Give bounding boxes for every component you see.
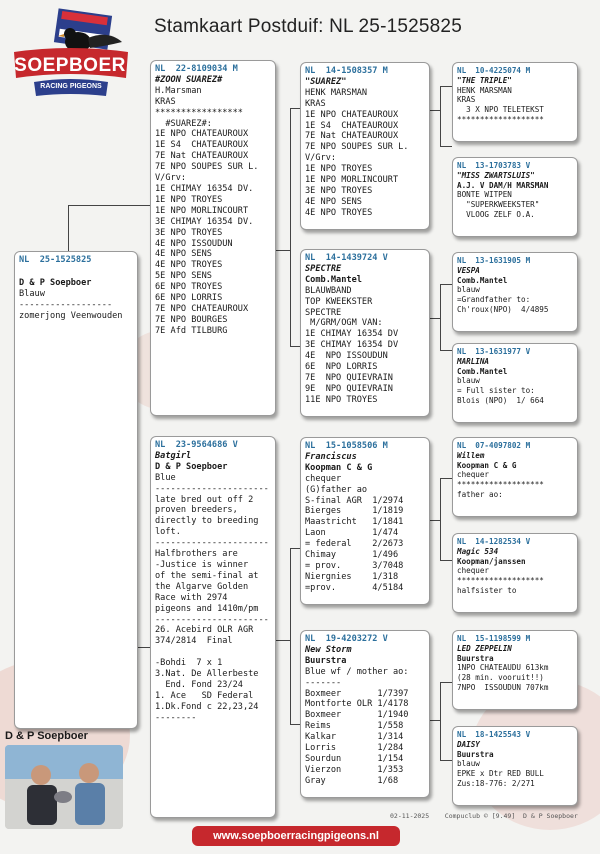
card-line: M/GRM/OGM VAN: xyxy=(305,318,383,329)
connector xyxy=(440,478,441,560)
card-line: 6E NPO TROYES xyxy=(155,282,223,293)
ggp-card[interactable] xyxy=(452,437,578,517)
pigeon-name: DAISY xyxy=(457,739,480,749)
mother-card[interactable] xyxy=(150,436,276,818)
card-line: 3.Nat. De Allerbeste xyxy=(155,669,259,680)
pigeon-name: Magic 534 xyxy=(457,546,499,556)
connector xyxy=(440,350,452,351)
card-line: -Bohdi 7 x 1 xyxy=(155,658,223,669)
card-line: chequer xyxy=(305,473,342,484)
card-line: Montforte OLR 1/4178 xyxy=(305,699,409,710)
card-line: 1E NPO MORLINCOURT xyxy=(305,175,399,186)
card-line: 1. Ace SD Federal xyxy=(155,690,254,701)
card-lines xyxy=(457,759,573,788)
card-line: (28 min. vooruit!!) xyxy=(457,673,544,683)
pigeon-name: Willem xyxy=(457,450,485,460)
card-line: blauw xyxy=(457,759,480,769)
card-line: 1E NPO CHATEAUROUX xyxy=(305,109,399,120)
grandmother-paternal-card[interactable] xyxy=(300,249,430,417)
connector xyxy=(440,284,452,285)
brand-logo xyxy=(4,6,136,106)
card-line: blauw xyxy=(457,285,480,295)
card-line: 4E NPO SENS xyxy=(305,196,362,207)
card-line: Boxmeer 1/1940 xyxy=(305,710,409,721)
pigeon-name: VESPA xyxy=(457,265,480,275)
pigeon-name: "THE TRIPLE" xyxy=(457,75,512,85)
card-line: 4E NPO SENS xyxy=(155,249,212,260)
card-line: "SUPERKWEEKSTER" xyxy=(457,200,540,210)
card-line: ******************* xyxy=(457,480,544,490)
card-line: (G)father ao xyxy=(305,484,368,495)
card-line: ---------------------- xyxy=(155,614,269,625)
logo-text: SOEPBOER xyxy=(14,55,126,76)
card-lines xyxy=(457,376,573,405)
card-line: of the semi-final at xyxy=(155,570,259,581)
card-line: Reims 1/558 xyxy=(305,721,404,732)
card-line: proven breeders, xyxy=(155,505,238,516)
breeder: Buurstra xyxy=(305,655,347,666)
breeder: A.J. V DAM/H MARSMAN xyxy=(457,180,549,190)
card-line: 3 X NPO TELETEKST xyxy=(457,105,544,115)
ring-number: NL 13-1631977 V xyxy=(457,347,531,356)
connector xyxy=(440,86,452,87)
ring-number: NL 19-4203272 V xyxy=(305,634,388,644)
card-line: Boxmeer 1/7397 xyxy=(305,688,409,699)
card-line: ******************* xyxy=(457,576,544,586)
card-line: the Algarve Golden xyxy=(155,581,249,592)
owner-photo xyxy=(5,745,123,829)
pigeon-name: Franciscus xyxy=(305,451,357,462)
ggp-card[interactable] xyxy=(452,157,578,237)
ring-number: NL 25-1525825 xyxy=(19,255,92,265)
breeder: Koopman C & G xyxy=(457,460,517,470)
ggp-card[interactable] xyxy=(452,630,578,710)
card-line: = prov. 3/7048 xyxy=(305,560,404,571)
pigeon-name: "MISS ZWARTSLUIS" xyxy=(457,170,535,180)
ggp-card[interactable] xyxy=(452,252,578,332)
card-line: 1E CHIMAY 16354 DV. xyxy=(155,183,254,194)
card-line: 1.Dk.Fond c 22,23,24 xyxy=(155,701,259,712)
connector xyxy=(440,760,452,761)
card-line: Lorris 1/284 xyxy=(305,743,404,754)
card-line: Gray 1/68 xyxy=(305,775,399,786)
connector xyxy=(290,346,300,347)
card-line: chequer xyxy=(457,566,490,576)
card-line: =prov. 4/5184 xyxy=(305,582,404,593)
card-line: ---------------------- xyxy=(155,483,269,494)
card-lines xyxy=(457,566,573,595)
card-line: 11E NPO TROYES xyxy=(305,394,378,405)
card-line: BONTE WITPEN xyxy=(457,190,512,200)
card-line: loft. xyxy=(155,527,181,538)
footer-text: 02-11-2025 Compuclub © [9.49] D & P Soepboer xyxy=(390,812,578,820)
ggp-card[interactable] xyxy=(452,343,578,423)
ggp-card[interactable] xyxy=(452,533,578,613)
pigeon-name: "SUAREZ" xyxy=(305,76,347,87)
card-line: zomerjong Veenwouden xyxy=(19,310,123,321)
card-lines xyxy=(155,473,271,724)
card-line: 7E Nat CHATEAUROUX xyxy=(155,151,249,162)
card-line: 4E NPO TROYES xyxy=(155,260,223,271)
card-line: 3E NPO TROYES xyxy=(305,185,373,196)
card-line: ------------------ xyxy=(19,299,113,310)
card-line: S-final AGR 1/2974 xyxy=(305,495,404,506)
card-line: Blauw xyxy=(19,288,45,299)
pigeon-name: Batgirl xyxy=(155,450,192,461)
page-title: Stamkaart Postduif: NL 25-1525825 xyxy=(154,16,462,37)
card-line: ---------------------- xyxy=(155,538,269,549)
card-line: 7E Afd TILBURG xyxy=(155,325,228,336)
card-line: 4E NPO ISSOUDUN xyxy=(305,351,388,362)
logo-subtext: RACING PIGEONS xyxy=(40,83,102,90)
connector xyxy=(430,720,440,721)
card-line: H.Marsman xyxy=(155,85,202,96)
card-line: 1E NPO TROYES xyxy=(155,194,223,205)
ring-number: NL 14-1508357 M xyxy=(305,66,388,76)
card-line: 6E NPO LORRIS xyxy=(155,293,223,304)
card-line: EPKE x Dtr RED BULL xyxy=(457,769,544,779)
card-line: Halfbrothers are xyxy=(155,549,238,560)
grandfather-maternal-card[interactable] xyxy=(300,437,430,605)
card-lines xyxy=(305,667,425,787)
card-line: 1E CHIMAY 16354 DV xyxy=(305,329,399,340)
connector xyxy=(430,520,440,521)
ggp-card[interactable] xyxy=(452,726,578,806)
connector xyxy=(290,548,300,549)
connector xyxy=(290,108,291,346)
people-icon xyxy=(5,745,123,829)
card-line: 1E S4 CHATEAUROUX xyxy=(305,120,399,131)
card-line: late bred out off 2 xyxy=(155,494,254,505)
card-lines xyxy=(457,470,573,499)
ring-number: NL 13-1631905 M xyxy=(457,256,531,265)
connector xyxy=(440,478,452,479)
breeder: Koopman C & G xyxy=(305,462,373,473)
card-line: 9E NPO QUIEVRAIN xyxy=(305,383,393,394)
card-lines xyxy=(305,88,425,219)
ring-number: NL 15-1198599 M xyxy=(457,634,531,643)
connector xyxy=(68,205,150,206)
ring-number: NL 13-1703783 V xyxy=(457,161,531,170)
card-line xyxy=(155,647,271,658)
connector xyxy=(430,318,440,319)
card-line: -------- xyxy=(155,712,197,723)
card-line: Blue xyxy=(155,472,176,483)
website-link[interactable]: www.soepboerracingpigeons.nl xyxy=(192,826,400,846)
card-line: blauw xyxy=(457,376,480,386)
card-lines xyxy=(457,86,573,125)
connector xyxy=(440,682,441,760)
card-line: 1E NPO MORLINCOURT xyxy=(155,205,249,216)
card-line: 1E NPO TROYES xyxy=(305,164,373,175)
ring-number: NL 14-1439724 V xyxy=(305,253,388,263)
card-line: chequer xyxy=(457,470,490,480)
card-line: HENK MARSMAN xyxy=(305,87,368,98)
card-line: 7E NPO BOURGES xyxy=(155,314,228,325)
connector xyxy=(440,86,441,146)
card-lines xyxy=(155,86,271,337)
card-line: = Full sister to: xyxy=(457,386,535,396)
card-line: Maastricht 1/1841 xyxy=(305,517,404,528)
card-line: Laon 1/474 xyxy=(305,528,399,539)
connector xyxy=(290,724,300,725)
card-line: 7E NPO QUIEVRAIN xyxy=(305,372,393,383)
card-line: 7NPO ISSOUDUN 707km xyxy=(457,682,549,692)
card-line: ******************* xyxy=(457,114,544,124)
card-line: 7E NPO SOUPES SUR L. xyxy=(155,162,259,173)
card-lines xyxy=(457,190,573,219)
card-lines xyxy=(305,474,425,594)
connector xyxy=(276,640,290,641)
breeder: Comb.Mantel xyxy=(457,366,508,376)
connector xyxy=(440,560,452,561)
card-line: TOP KWEEKSTER xyxy=(305,296,373,307)
card-line: KRAS xyxy=(155,96,176,107)
card-line: HENK MARSMAN xyxy=(457,85,512,95)
father-card[interactable] xyxy=(150,60,276,416)
card-line: Bierges 1/1819 xyxy=(305,506,404,517)
card-line: father ao: xyxy=(457,489,503,499)
card-line: Vierzon 1/353 xyxy=(305,764,404,775)
card-line: 4E NPO ISSOUDUN xyxy=(155,238,233,249)
ring-number: NL 15-1058506 M xyxy=(305,441,388,451)
grandfather-paternal-card[interactable] xyxy=(300,62,430,230)
card-line: 7E NPO SOUPES SUR L. xyxy=(305,142,409,153)
breeder: Comb.Mantel xyxy=(457,275,508,285)
card-line: 3E CHIMAY 16354 DV. xyxy=(155,216,254,227)
connector xyxy=(430,110,440,111)
ring-number: NL 14-1282534 V xyxy=(457,537,531,546)
breeder: Buurstra xyxy=(457,749,494,759)
grandmother-maternal-card[interactable] xyxy=(300,630,430,798)
card-line: #SUAREZ#: xyxy=(155,118,212,129)
card-line: Race with 2974 xyxy=(155,592,228,603)
card-line: 1E NPO CHATEAUROUX xyxy=(155,129,249,140)
connector xyxy=(440,146,452,147)
card-line: D & P Soepboer xyxy=(19,277,92,288)
card-line: Blois (NPO) 1/ 664 xyxy=(457,395,544,405)
card-lines xyxy=(457,285,573,314)
card-line: ***************** xyxy=(155,107,243,118)
breeder: D & P Soepboer xyxy=(155,461,228,472)
card-line: V/Grv: xyxy=(305,153,337,164)
card-line: pigeons and 1410m/pm xyxy=(155,603,259,614)
card-line: 6E NPO LORRIS xyxy=(305,362,378,373)
breeder: Koopman/janssen xyxy=(457,556,526,566)
subject-card[interactable] xyxy=(14,251,138,729)
card-line: Blue wf / mother ao: xyxy=(305,666,409,677)
card-line: End. Fond 23/24 xyxy=(155,679,243,690)
pigeon-name: LED ZEPPELIN xyxy=(457,643,512,653)
owner-block xyxy=(5,730,123,829)
card-line: 7E Nat CHATEAUROUX xyxy=(305,131,399,142)
card-line: 26. Acebird OLR AGR xyxy=(155,625,254,636)
card-line: =Grandfather to: xyxy=(457,295,531,305)
connector xyxy=(440,284,441,350)
card-line: 3E CHIMAY 16354 DV xyxy=(305,340,399,351)
card-line: 1E S4 CHATEAUROUX xyxy=(155,140,249,151)
ring-number: NL 22-8109034 M xyxy=(155,64,238,74)
ring-number: NL 18-1425543 V xyxy=(457,730,531,739)
card-line: 7E NPO CHATEAUROUX xyxy=(155,303,249,314)
connector xyxy=(276,250,290,251)
ring-number: NL 23-9564686 V xyxy=(155,440,238,450)
card-line: ------- xyxy=(305,677,342,688)
card-line: KRAS xyxy=(457,95,476,105)
connector xyxy=(290,108,300,109)
owner-name: D & P Soepboer xyxy=(5,730,88,742)
connector xyxy=(68,205,69,251)
breeder: Comb.Mantel xyxy=(305,274,362,285)
connector xyxy=(290,548,291,724)
breeder: Buurstra xyxy=(457,653,494,663)
ring-number: NL 07-4097802 M xyxy=(457,441,531,450)
card-line: -Justice is winner xyxy=(155,559,249,570)
pigeon-name: #ZOON SUAREZ# xyxy=(155,74,223,85)
card-line: halfsister to xyxy=(457,585,517,595)
card-line: Zus:18-776: 2/271 xyxy=(457,778,535,788)
pigeon-name: New Storm xyxy=(305,644,352,655)
pigeon-name: SPECTRE xyxy=(305,263,342,274)
card-line: KRAS xyxy=(305,98,326,109)
card-line: Chimay 1/496 xyxy=(305,550,399,561)
card-line: Sourdun 1/154 xyxy=(305,753,404,764)
ggp-card[interactable] xyxy=(452,62,578,142)
card-lines xyxy=(305,286,425,406)
card-lines xyxy=(457,663,573,692)
card-line: V/Grv: xyxy=(155,173,187,184)
card-line: VLOOG ZELF O.A. xyxy=(457,209,535,219)
card-line: Kalkar 1/314 xyxy=(305,732,404,743)
card-line: Ch'roux(NPO) 4/4895 xyxy=(457,304,549,314)
ring-number: NL 10-4225074 M xyxy=(457,66,531,75)
card-line: directly to breeding xyxy=(155,516,259,527)
connector xyxy=(440,682,452,683)
card-line: 4E NPO TROYES xyxy=(305,207,373,218)
card-line: 5E NPO SENS xyxy=(155,271,212,282)
card-line: 3E NPO TROYES xyxy=(155,227,223,238)
card-line: = federal 2/2673 xyxy=(305,539,404,550)
card-line: 374/2814 Final xyxy=(155,636,233,647)
card-line: 1NPO CHATEAUDU 613km xyxy=(457,663,549,673)
card-line: BLAUWBAND xyxy=(305,285,352,296)
card-line: SPECTRE xyxy=(305,307,342,318)
pigeon-name: MARLINA xyxy=(457,356,490,366)
card-line: Niergnies 1/318 xyxy=(305,571,399,582)
